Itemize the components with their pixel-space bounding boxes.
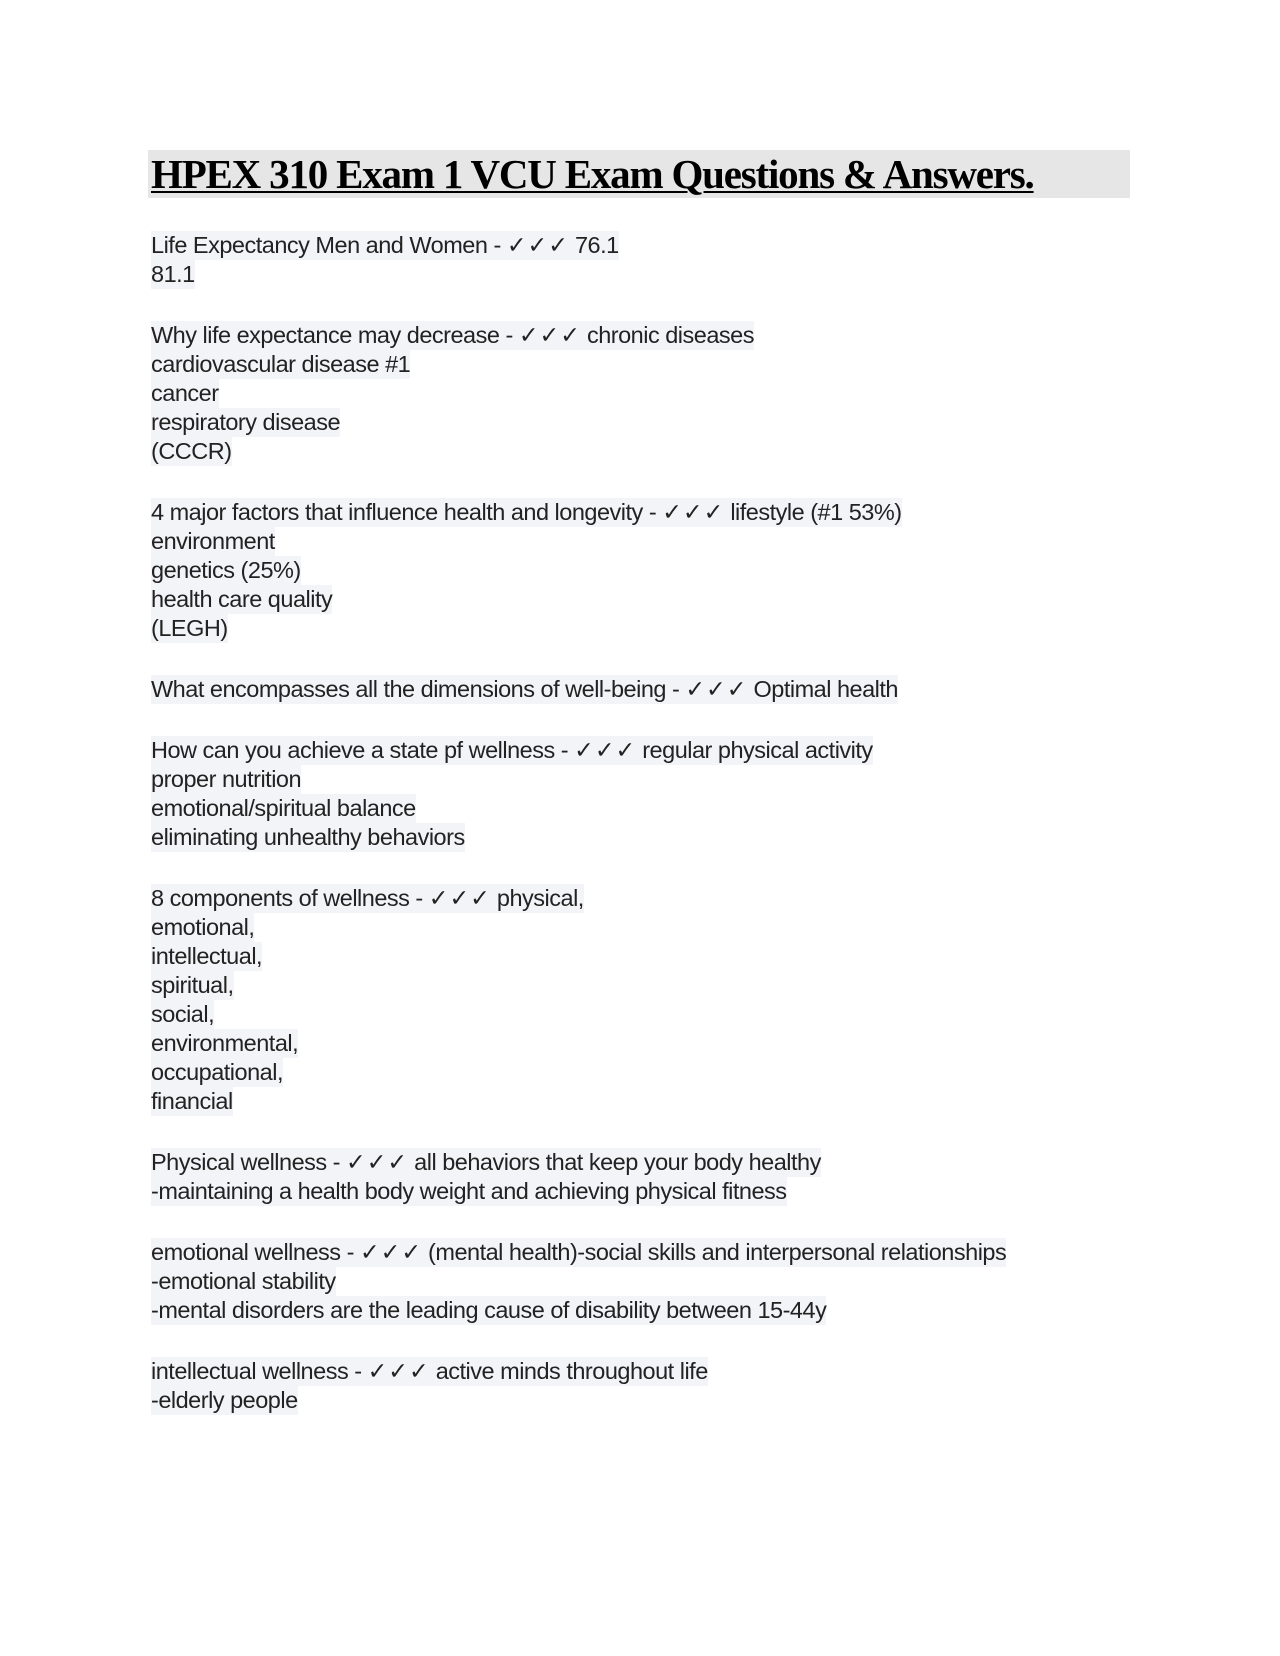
flashcard-term: Why life expectance may decrease <box>151 322 500 348</box>
flashcard <box>151 231 1151 289</box>
flashcard-answer-line: environmental, <box>151 1030 299 1056</box>
flashcard-answer: Optimal health <box>753 676 898 702</box>
flashcard-term: Life Expectancy Men and Women <box>151 232 488 258</box>
flashcard-answer-line: spiritual, <box>151 972 234 998</box>
flashcard-question-line <box>151 321 754 350</box>
flashcard-answer-line: social, <box>151 1001 215 1027</box>
term-separator: - <box>348 1358 368 1384</box>
term-separator: - <box>326 1149 347 1175</box>
flashcard-answer: lifestyle (#1 53%) <box>730 499 902 525</box>
term-separator: - <box>487 232 507 258</box>
flashcard-term: How can you achieve a state pf wellness <box>151 737 555 763</box>
flashcard-answer: regular physical activity <box>642 737 873 763</box>
flashcard-term: Physical wellness <box>151 1149 327 1175</box>
flashcard <box>151 1238 1151 1325</box>
term-separator: - <box>409 885 429 911</box>
check-mark-icon: ✓✓✓ <box>346 1149 409 1175</box>
flashcard-question-line <box>151 884 584 913</box>
flashcard-answer: all behaviors that keep your body healthy <box>414 1149 821 1175</box>
flashcard <box>151 321 1151 466</box>
flashcard-answer: chronic diseases <box>586 322 754 348</box>
flashcard-answer: (mental health)-social skills and interpersonal relationships <box>428 1239 1007 1265</box>
flashcard-answer-line: cardiovascular disease #1 <box>151 351 411 377</box>
flashcard-answer-line: emotional, <box>151 914 255 940</box>
flashcard <box>151 1357 1151 1415</box>
flashcard <box>151 884 1151 1116</box>
check-mark-icon: ✓✓✓ <box>367 1358 430 1384</box>
check-mark-icon: ✓✓✓ <box>662 499 725 525</box>
term-separator: - <box>554 737 575 763</box>
flashcard-question-line <box>151 498 902 527</box>
flashcard-answer-line: (LEGH) <box>151 615 228 641</box>
term-separator: - <box>642 499 663 525</box>
document-title: HPEX 310 Exam 1 VCU Exam Questions & Answers. <box>151 151 1034 197</box>
flashcard <box>151 736 1151 852</box>
check-mark-icon: ✓✓✓ <box>428 885 491 911</box>
flashcard <box>151 498 1151 643</box>
check-mark-icon: ✓✓✓ <box>685 676 748 702</box>
flashcard-term: What encompasses all the dimensions of well-being <box>151 676 666 702</box>
flashcard-answer-line: -mental disorders are the leading cause of disability between 15-44y <box>151 1297 827 1323</box>
flashcard-question-line <box>151 675 898 704</box>
flashcard-answer-line: respiratory disease <box>151 409 341 435</box>
flashcard-term: emotional wellness <box>151 1239 341 1265</box>
flashcard-answer-line: 81.1 <box>151 261 195 287</box>
term-separator: - <box>340 1239 360 1265</box>
flashcard <box>151 1148 1151 1206</box>
term-separator: - <box>665 676 686 702</box>
flashcard-question-line <box>151 231 619 260</box>
flashcard-term: 4 major factors that influence health and longevity <box>151 499 643 525</box>
flashcard-list <box>151 231 1151 1447</box>
flashcard-answer-line: emotional/spiritual balance <box>151 795 416 821</box>
flashcard-answer-line: intellectual, <box>151 943 263 969</box>
flashcard-answer-line: occupational, <box>151 1059 283 1085</box>
flashcard-question-line <box>151 1238 1006 1267</box>
flashcard-answer-line: cancer <box>151 380 219 406</box>
flashcard-question-line <box>151 1357 708 1386</box>
flashcard-answer-line: financial <box>151 1088 233 1114</box>
term-separator: - <box>499 322 519 348</box>
flashcard-answer-line: health care quality <box>151 586 333 612</box>
flashcard-answer: active minds throughout life <box>435 1358 708 1384</box>
flashcard-answer-line: environment <box>151 528 275 554</box>
flashcard-answer-line: -maintaining a health body weight and achieving physical fitness <box>151 1178 787 1204</box>
flashcard-question-line <box>151 736 873 765</box>
flashcard-answer: 76.1 <box>574 232 619 258</box>
flashcard <box>151 675 1151 704</box>
flashcard-answer: physical, <box>496 885 584 911</box>
flashcard-question-line <box>151 1148 821 1177</box>
check-mark-icon: ✓✓✓ <box>506 232 569 258</box>
check-mark-icon: ✓✓✓ <box>574 737 637 763</box>
check-mark-icon: ✓✓✓ <box>518 322 581 348</box>
check-mark-icon: ✓✓✓ <box>359 1239 423 1265</box>
flashcard-answer-line: -emotional stability <box>151 1268 336 1294</box>
flashcard-answer-line: proper nutrition <box>151 766 302 792</box>
flashcard-answer-line: -elderly people <box>151 1387 298 1413</box>
flashcard-term: 8 components of wellness <box>151 885 410 911</box>
flashcard-answer-line: (CCCR) <box>151 438 232 464</box>
flashcard-term: intellectual wellness <box>151 1358 349 1384</box>
flashcard-answer-line: genetics (25%) <box>151 557 301 583</box>
flashcard-answer-line: eliminating unhealthy behaviors <box>151 824 465 850</box>
